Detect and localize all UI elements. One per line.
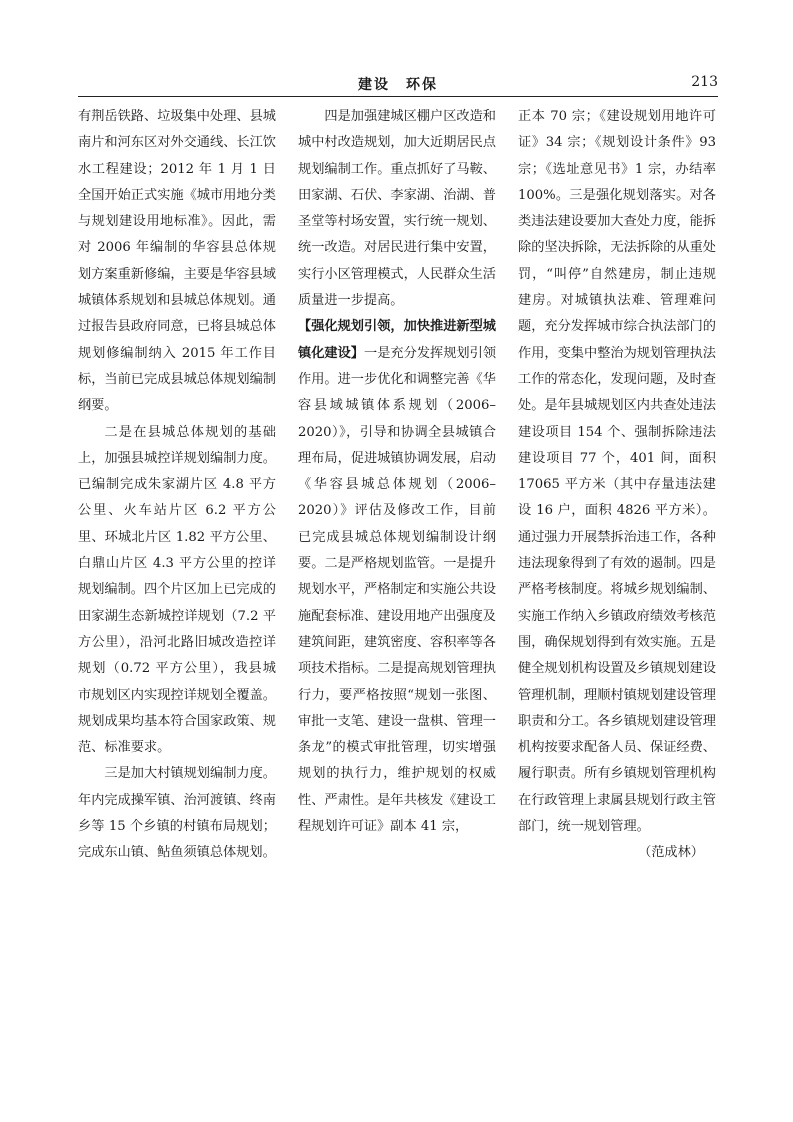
paragraph: 二是在县城总体规划的基础上，加强县城控详规划编制力度。已编制完成朱家湖片区 4.8 平方公里、火车站片区 6.2 平方公里、环城北片区 1.82 平方公里、白鼎山片区 4.3 平方公里的控详规划编制。四个片区加上已完成的田家湖生态新城控详规划（7.2 平方公里），沿河北路旧城改造控详规划（0.72 平方公里），我县城市规划区内实现控详规划全覆盖。规划成果均基本符合国家政策、规范、标准要求。 bbox=[78, 424, 276, 756]
section-heading: 【强化规划引领，加快推进新型城镇化建设】 bbox=[298, 319, 496, 361]
header-rule bbox=[78, 96, 718, 97]
section-title: 建设 环保 bbox=[358, 77, 438, 93]
column-3 bbox=[518, 104, 716, 867]
paragraph bbox=[298, 314, 496, 840]
author-credit: （范成林） bbox=[638, 845, 704, 861]
paragraph: 四是加强建城区棚户区改造和城中村改造规划，加大近期居民点规划编制工作。重点抓好了马鞍、田家湖、石伏、李家湖、治湖、普圣堂等村场安置，实行统一规划、统一改造。对居民进行集中安置，实行小区管理模式，人民群众生活质量进一步提高。 bbox=[298, 109, 496, 309]
page-number: 213 bbox=[691, 74, 718, 90]
column-1 bbox=[78, 104, 276, 867]
running-header bbox=[78, 72, 718, 92]
paragraph-text: 一是充分发挥规划引领作用。进一步优化和调整完善《华容县域城镇体系规划（2006–2020）》，引导和协调全县城镇合理布局，促进城镇协调发展，启动《华容县城总体规划（2006–2020）》评估及修改工作，目前已完成县城总体规划编制设计纲要。二是严格规划监管。一是提升规划水平，严格制定和实施公共设施配套标准、建设用地产出强度及建筑间距，建筑密度、容积率等各项技术指标。二是提高规划管理执行力，要严格按照“规划一张图、审批一支笔、建设一盘棋、管理一条龙”的模式审批管理，切实增强规划的执行力，维护规划的权威性、严肃性。是年共核发《建设工程规划许可证》副本 41 宗， bbox=[298, 345, 497, 835]
paragraph: 有荆岳铁路、垃圾集中处理、县城南片和河东区对外交通线、长江饮水工程建设；2012 年 1 月 1 日全国开始正式实施《城市用地分类与规划建设用地标准》。因此，需对 2006 年编制的华容县总体规划方案重新修编，主要是华容县域城镇体系规划和县城总体规划。通过报告县政府同意，已将县城总体规划修编制纳入 2015 年工作目标，当前已完成县城总体规划编制纲要。 bbox=[78, 109, 276, 414]
paragraph: 正本 70 宗；《建设规划用地许可证》34 宗；《规划设计条件》93 宗；《选址意见书》1 宗，办结率 100%。三是强化规划落实。对各类违法建设要加大查处力度，能拆除的坚决拆除，无法拆除的从重处罚，“叫停”自然建房，制止违规建房。对城镇执法难、管理难问题，充分发挥城市综合执法部门的作用，变集中整治为规划管理执法工作的常态化，发现问题，及时查处。是年县城规划区内共查处违法建设项目 154 个、强制拆除违法建设项目 77 个，401 间，面积 17065 平方米（其中存量违法建设 16 户，面积 4826 平方米）。通过强力开展禁拆治违工作，各种违法现象得到了有效的遏制。四是严格考核制度。将城乡规划编制、实施工作纳入乡镇政府绩效考核范围，确保规划得到有效实施。五是健全规划机构设置及乡镇规划建设管理机制，理顺村镇规划建设管理职责和分工。各乡镇规划建设管理机构按要求配备人员、保证经费、履行职责。所有乡镇规划管理机构在行政管理上隶属县规划行政主管部门，统一规划管理。 bbox=[518, 109, 716, 835]
column-2 bbox=[298, 104, 496, 840]
paragraph: 三是加大村镇规划编制力度。年内完成操军镇、治河渡镇、终南乡等 15 个乡镇的村镇布局规划；完成东山镇、鲇鱼须镇总体规划。 bbox=[78, 766, 276, 861]
